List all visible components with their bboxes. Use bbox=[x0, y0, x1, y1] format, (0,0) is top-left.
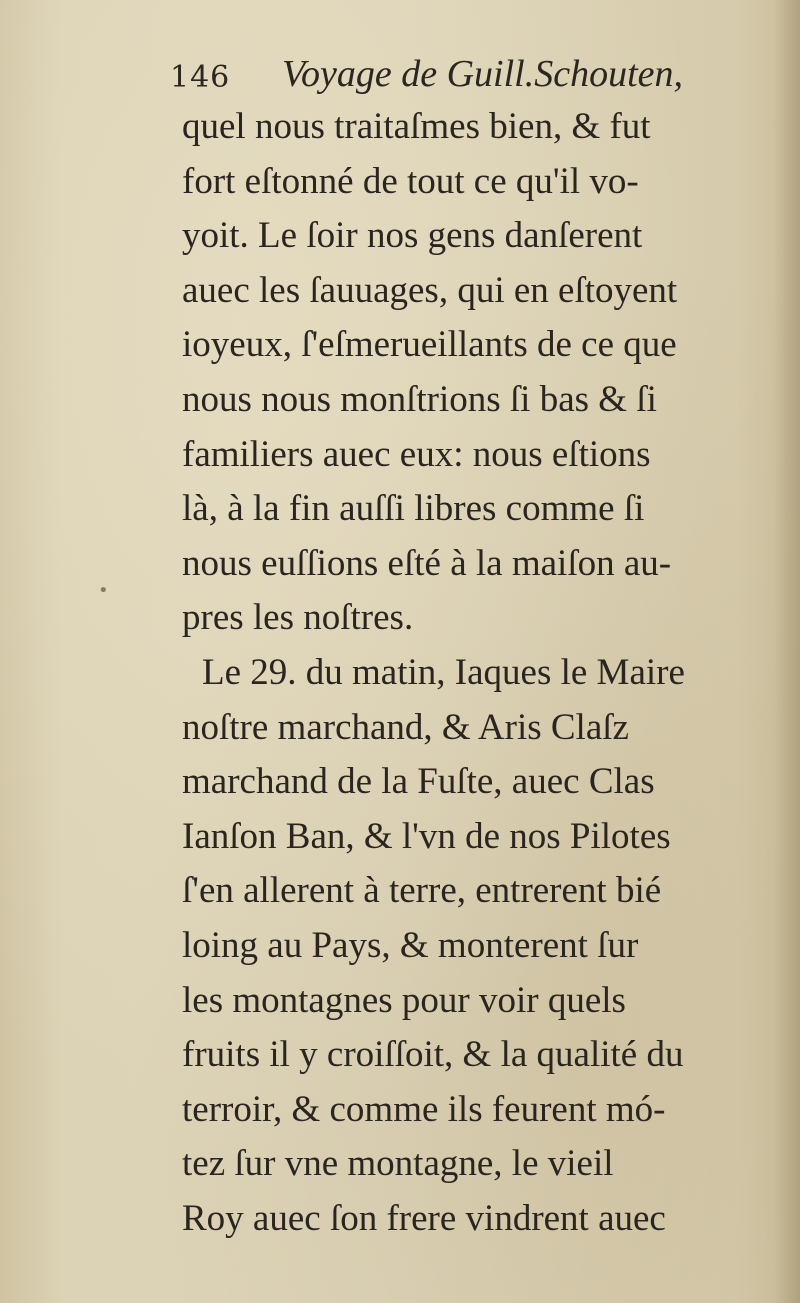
text-line: nous euſſions eſté à la maiſon au- bbox=[182, 542, 672, 584]
text-line: marchand de la Fuſte, auec Clas bbox=[182, 761, 655, 803]
text-line: terroir, & comme ils feurent mó- bbox=[182, 1088, 666, 1130]
text-line: yoit. Le ſoir nos gens danſerent bbox=[182, 215, 643, 257]
running-title: Voyage de Guill.Schouten, bbox=[282, 53, 684, 95]
page-header bbox=[170, 52, 730, 100]
text-line: fort eſtonné de tout ce qu'il vo- bbox=[182, 160, 639, 202]
text-line: ioyeux, ſ'eſmerueillants de ce que bbox=[182, 324, 677, 366]
page-number: 146 bbox=[170, 60, 231, 95]
text-line: loing au Pays, & monterent ſur bbox=[182, 924, 639, 966]
text-line: noſtre marchand, & Aris Claſz bbox=[182, 706, 629, 748]
text-line: auec les ſauuages, qui en eſtoyent bbox=[182, 269, 678, 311]
text-line: pres les noſtres. bbox=[182, 597, 414, 639]
text-line: là, à la fin auſſi libres comme ſi bbox=[182, 488, 645, 530]
text-line: quel nous traitaſmes bien, & fut bbox=[182, 106, 651, 147]
text-line: familiers auec eux: nous eſtions bbox=[182, 433, 651, 475]
body-text bbox=[182, 100, 782, 1246]
text-line: Roy auec ſon frere vindrent auec bbox=[182, 1197, 666, 1239]
text-line: tez ſur vne montagne, le vieil bbox=[182, 1143, 614, 1185]
text-line: les montagnes pour voir quels bbox=[182, 979, 626, 1021]
text-line: nous nous monſtrions ſi bas & ſi bbox=[182, 378, 657, 420]
paragraph-start-line: Le 29. du matin, Iaques le Maire bbox=[202, 651, 685, 693]
text-line: fruits il y croiſſoit, & la qualité du bbox=[182, 1034, 684, 1076]
text-line: ſ'en allerent à terre, entrerent bié bbox=[182, 870, 662, 912]
ink-dot: • bbox=[98, 580, 109, 601]
text-line: Ianſon Ban, & l'vn de nos Pilotes bbox=[182, 815, 671, 857]
